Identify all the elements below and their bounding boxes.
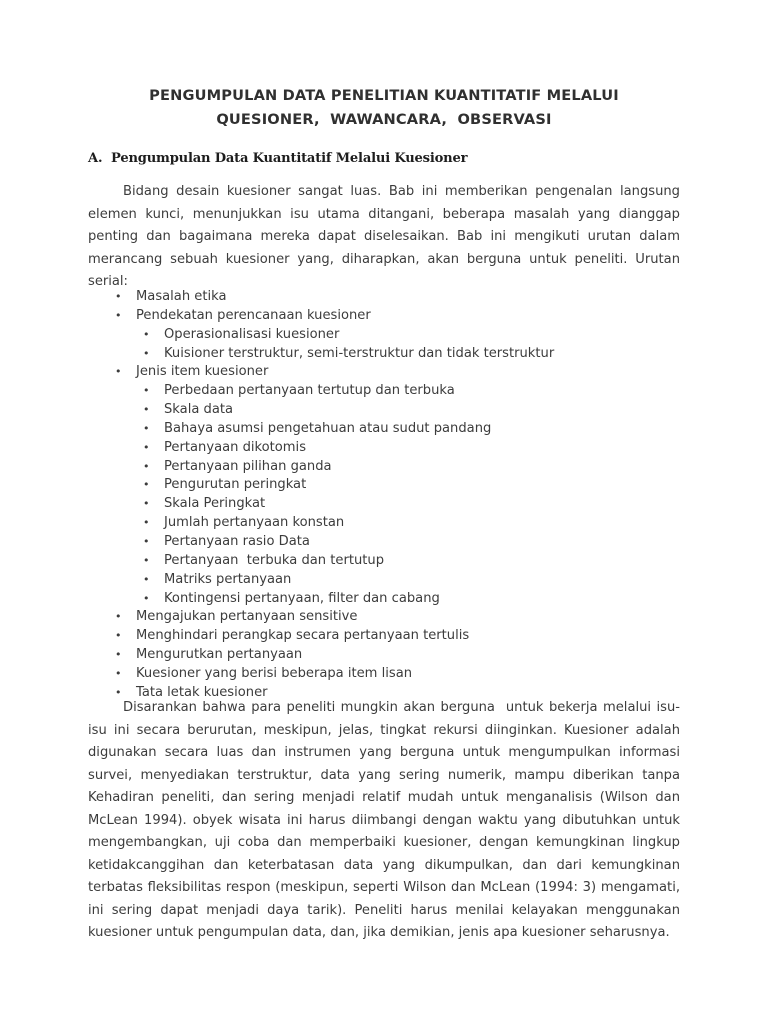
list-item-label: Masalah etika: [136, 289, 227, 304]
bullet-icon: •: [115, 610, 122, 624]
list-item: [0, 345, 768, 364]
list-item: [0, 439, 768, 458]
bullet-icon: •: [143, 459, 150, 473]
list-item: [0, 627, 768, 646]
list-item-label: Jumlah pertanyaan konstan: [164, 515, 345, 531]
list-item-label: Bahaya asumsi pengetahuan atau sudut pandang: [164, 420, 492, 436]
list-item-label: Perbedaan pertanyaan tertutup dan terbuka: [164, 383, 455, 399]
bullet-icon: •: [115, 666, 122, 680]
list-item: [0, 382, 768, 401]
list-item-label: Kuisioner terstruktur, semi-terstruktur dan tidak terstruktur: [164, 345, 555, 361]
list-item-label: Pertanyaan pilihan ganda: [164, 458, 332, 474]
bullet-icon: •: [115, 629, 122, 643]
list-item-label: Pertanyaan terbuka dan tertutup: [164, 552, 385, 568]
bullet-icon: •: [115, 308, 122, 322]
list-item-label: Mengajukan pertanyaan sensitive: [136, 609, 358, 625]
list-item: [0, 326, 768, 345]
list-item: [0, 476, 768, 495]
list-item-label: Tata letak kuesioner: [136, 684, 268, 700]
page-title: [0, 0, 768, 131]
list-item: [0, 665, 768, 684]
bullet-icon: •: [143, 384, 150, 398]
closing-paragraph: [88, 697, 685, 945]
bullet-icon: •: [143, 572, 150, 586]
list-item: [0, 646, 768, 665]
bullet-icon: •: [143, 534, 150, 548]
list-item: [0, 307, 768, 326]
bullet-icon: •: [115, 290, 122, 303]
list-item-label: Kontingensi pertanyaan, filter dan cabang: [164, 590, 440, 606]
list-item: [0, 514, 768, 533]
list-item-label: Menghindari perangkap secara pertanyaan tertulis: [136, 628, 470, 644]
list-item-label: Kuesioner yang berisi beberapa item lisan: [136, 665, 413, 681]
list-item-label: Pertanyaan dikotomis: [164, 439, 307, 455]
list-item: [0, 571, 768, 590]
bullet-icon: •: [143, 497, 150, 511]
intro-paragraph-text: Bidang desain kuesioner sangat luas. Bab ini memberikan pengenalan langsung elemen kunci, menunjukkan isu utama ditangani, beberapa masalah yang dianggap penting dan bagaimana mereka dapat diselesaikan. Bab ini mengikuti urutan dalam merancang sebuah kuesioner yang, diharapkan, akan berguna untuk peneliti. Urutan serial:: [88, 184, 685, 289]
bullet-icon: •: [143, 478, 150, 492]
bullet-icon: •: [115, 648, 122, 662]
list-item-label: Operasionalisasi kuesioner: [164, 326, 340, 342]
list-item-label: Jenis item kuesioner: [136, 364, 269, 380]
bullet-icon: •: [143, 403, 150, 417]
page-title-line-2: QUESIONER, WAWANCARA, OBSERVASI: [216, 110, 552, 128]
closing-paragraph-text: Disarankan bahwa para peneliti mungkin akan berguna untuk bekerja melalui isu-isu ini secara berurutan, meskipun, jelas, tingkat rekursi diinginkan. Kuesioner adalah digunakan secara luas dan instrumen yang berguna untuk mengumpulkan informasi survei, menyediakan terstruktur, data yang sering numerik, mampu diberikan tanpa Kehadiran peneliti, dan sering menjadi relatif mudah untuk menganalisis (Wilson dan McLean 1994). obyek wisata ini harus diimbangi dengan waktu yang dibutuhkan untuk mengembangkan, uji coba dan memperbaiki kuesioner, dengan kemungkinan lingkup ketidakcanggihan dan keterbatasan data yang dikumpulkan, dan dari kemungkinan terbatas fleksibilitas respon (meskipun, seperti Wilson dan McLean (1994: 3) mengamati, ini sering dapat menjadi daya tarik). Peneliti harus menilai kelayakan menggunakan kuesioner untuk pengumpulan data, dan, jika demikian, jenis apa kuesioner seharusnya.: [88, 700, 685, 940]
list-item: [0, 552, 768, 571]
bullet-icon: •: [143, 346, 150, 360]
outline-list: [0, 288, 768, 703]
bullet-icon: •: [143, 440, 150, 454]
list-item-label: Skala Peringkat: [164, 496, 266, 512]
bullet-icon: •: [143, 421, 150, 435]
list-item: [0, 495, 768, 514]
list-item: [0, 363, 768, 382]
list-item: [0, 458, 768, 477]
intro-paragraph: [88, 181, 685, 294]
list-item: [0, 590, 768, 609]
section-heading: A. Pengumpulan Data Kuantitatif Melalui Kuesioner: [88, 151, 468, 166]
bullet-icon: •: [143, 327, 150, 341]
list-item: [0, 608, 768, 627]
bullet-icon: •: [115, 365, 122, 379]
list-item-label: Pengurutan peringkat: [164, 477, 307, 493]
list-item: [0, 533, 768, 552]
list-item: [0, 288, 768, 307]
list-item: [0, 401, 768, 420]
list-item-label: Pertanyaan rasio Data: [164, 533, 310, 549]
bullet-icon: •: [143, 591, 150, 605]
list-item-label: Pendekatan perencanaan kuesioner: [136, 307, 371, 323]
list-item: [0, 420, 768, 439]
bullet-icon: •: [143, 516, 150, 530]
list-item-label: Skala data: [164, 402, 234, 418]
list-item-label: Mengurutkan pertanyaan: [136, 647, 303, 663]
bullet-icon: •: [143, 553, 150, 567]
page-title-line-1: PENGUMPULAN DATA PENELITIAN KUANTITATIF MELALUI: [149, 87, 619, 104]
bullet-icon: •: [115, 685, 122, 699]
list-item-label: Matriks pertanyaan: [164, 571, 292, 587]
